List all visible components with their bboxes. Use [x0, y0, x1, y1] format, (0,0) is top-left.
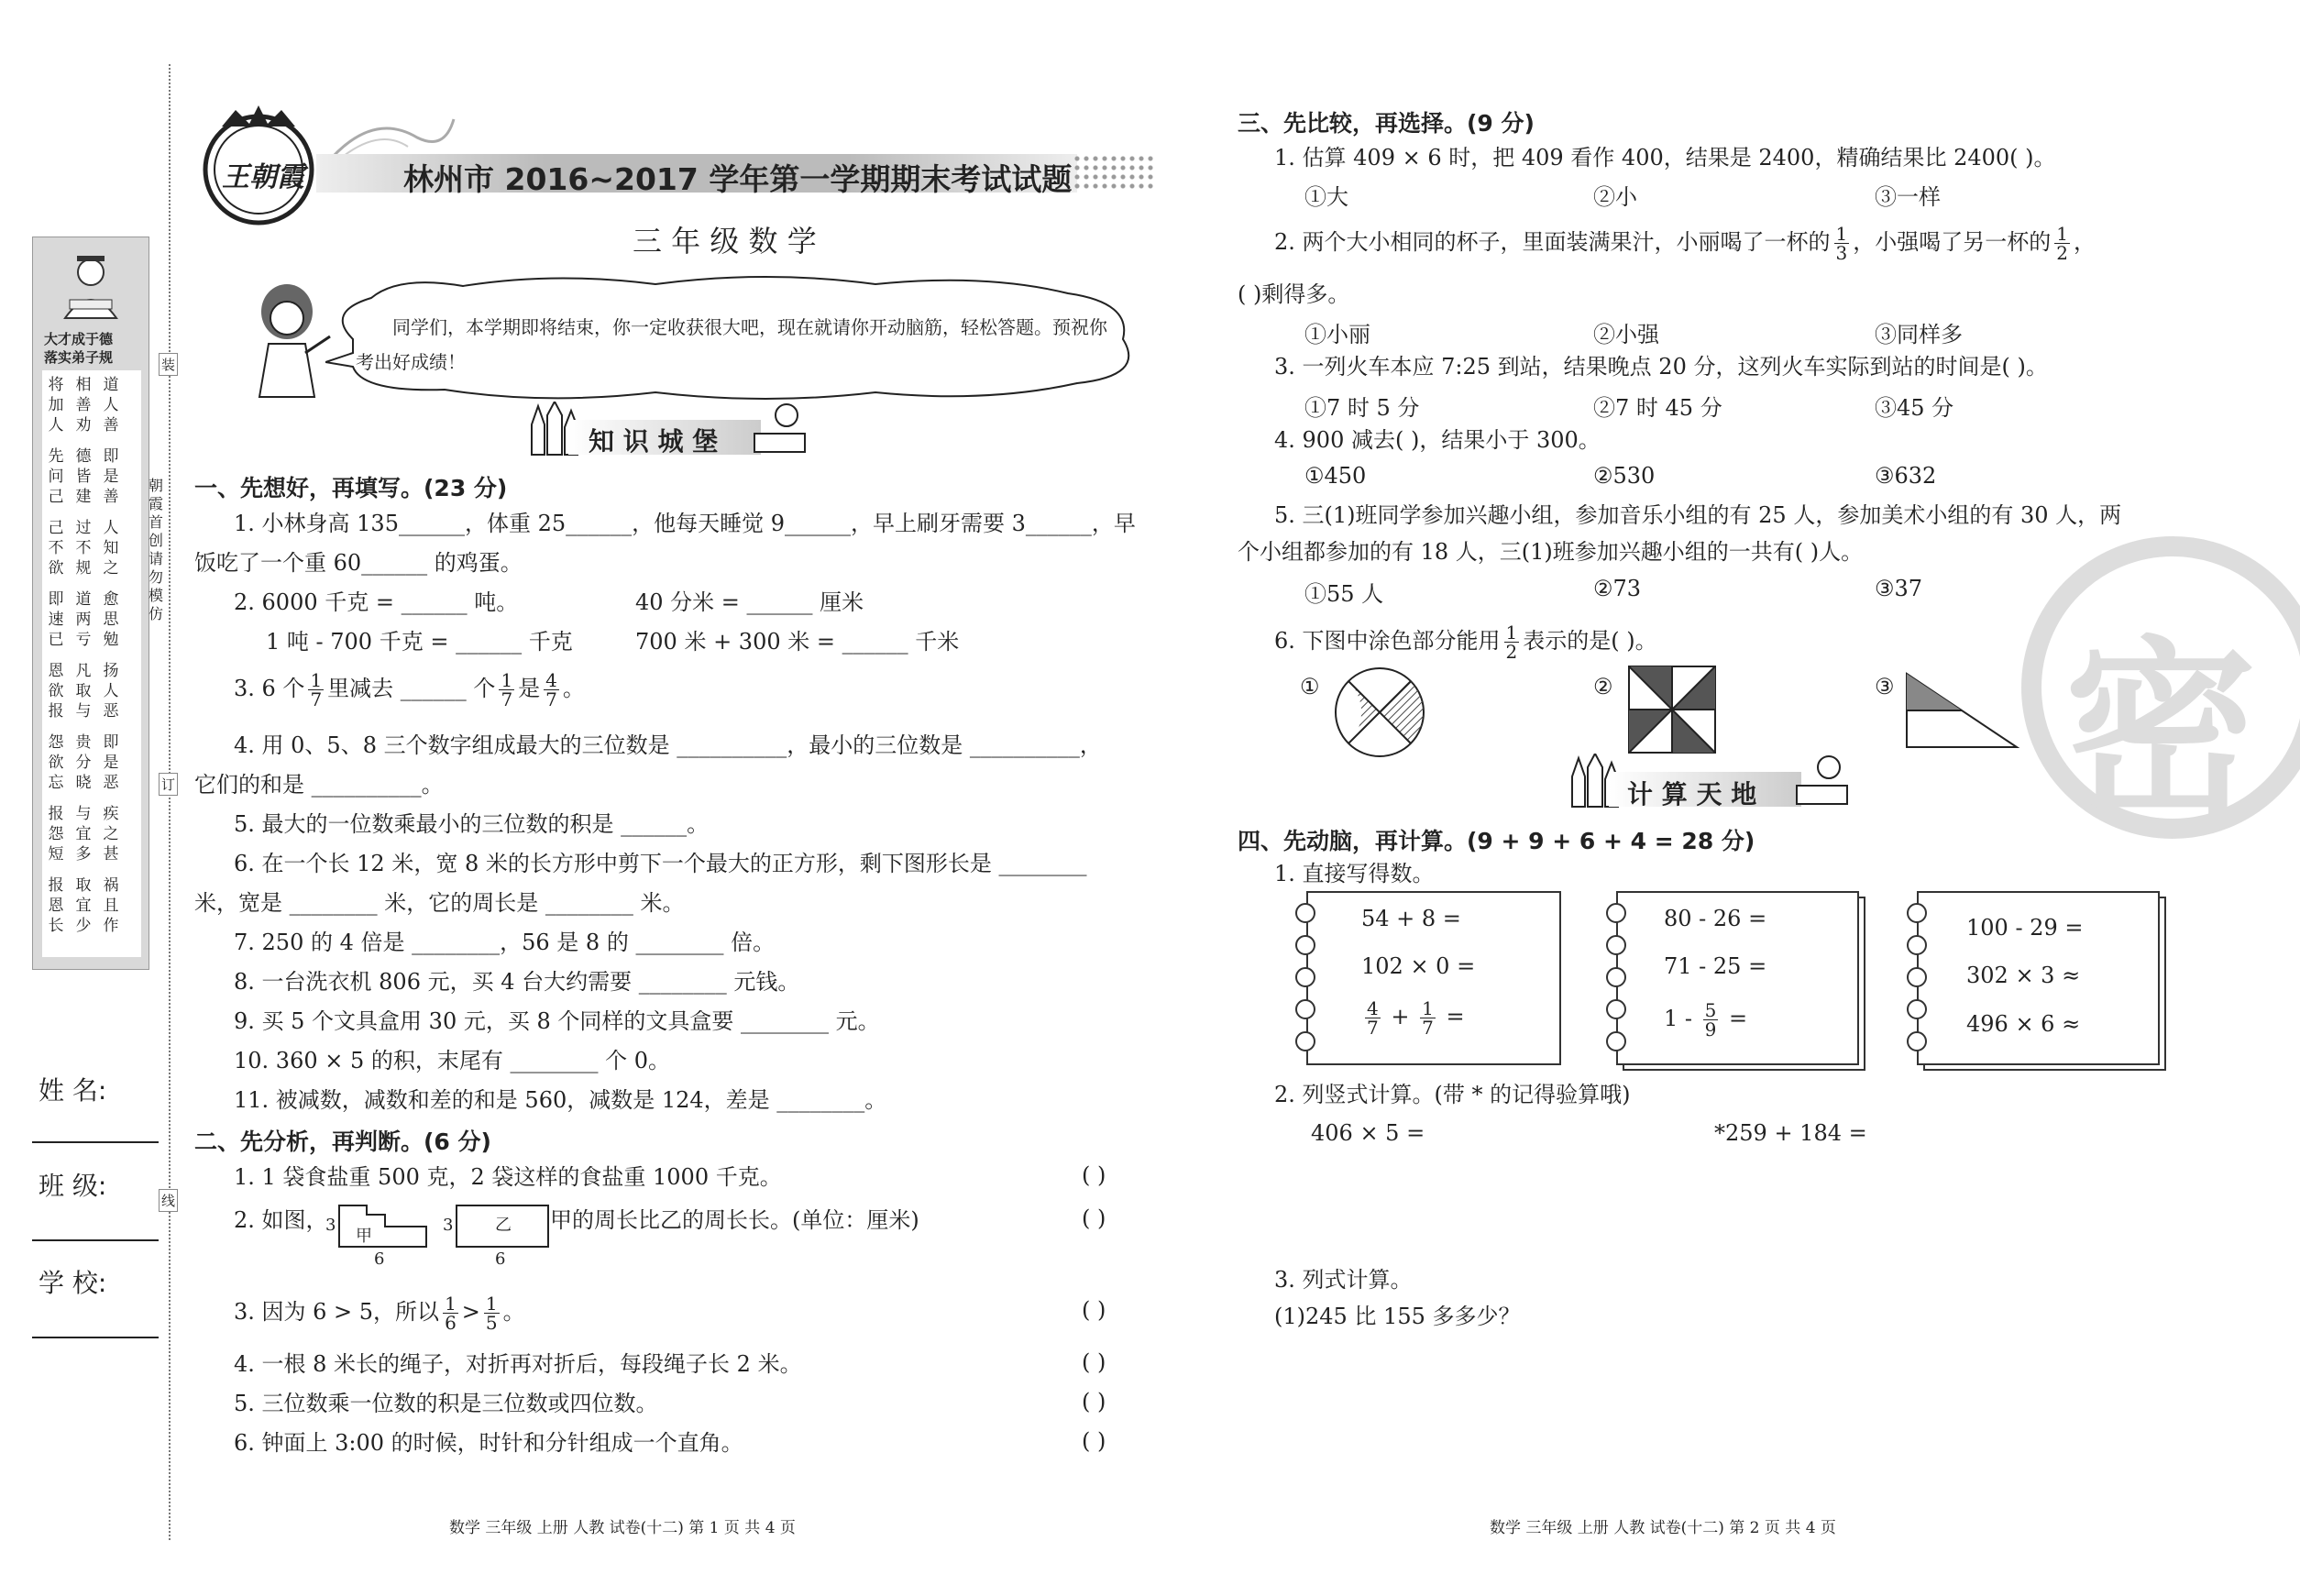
- scholar-illustration: [33, 245, 149, 327]
- q3-1-opt-c[interactable]: ③一样: [1875, 184, 1941, 210]
- name-label: 姓 名:: [39, 1075, 107, 1106]
- fraction: $\frac{1}{7}$: [501, 669, 513, 710]
- school-label: 学 校:: [39, 1268, 107, 1298]
- answer-paren[interactable]: ( ): [1082, 1205, 1106, 1231]
- page-title: 林州市 2016~2017 学年第一学期期末考试试题: [403, 161, 1073, 197]
- calc-item: 54 + 8 =: [1361, 906, 1461, 931]
- page-footer-right: 数学 三年级 上册 人教 试卷(十二) 第 2 页 共 4 页: [1490, 1519, 1836, 1537]
- motto-column: 扬人恶: [103, 662, 119, 721]
- answer-paren[interactable]: ( ): [1082, 1162, 1106, 1188]
- ring-icon: [1295, 999, 1315, 1019]
- q1-2d: 700 米 + 300 米 = ______ 千米: [635, 629, 960, 655]
- dotted-binding-line: [169, 64, 171, 1540]
- q3-4-opt-c[interactable]: ③632: [1875, 463, 1937, 489]
- q3-2b: ( )剩得多。: [1238, 281, 1350, 307]
- q3-1-opt-b[interactable]: ②小: [1593, 184, 1637, 210]
- q1-6: 6. 在一个长 12 米，宽 8 米的长方形中剪下一个最大的正方形，剩下图形长是 ________: [234, 851, 1087, 876]
- motto-box: [32, 237, 149, 970]
- binding-mark-3: 线: [159, 1189, 178, 1212]
- q3-3-opt-a[interactable]: ①7 时 5 分: [1304, 395, 1420, 421]
- q1-3-post: 是: [518, 676, 541, 701]
- ring-icon: [1606, 999, 1626, 1019]
- figure-jia-width: 6: [374, 1249, 385, 1269]
- reading-kid-icon-right: [1792, 754, 1856, 809]
- q3-5-opt-a[interactable]: ①55 人: [1304, 581, 1384, 607]
- section-1-title: 一、先想好，再填写。(23 分): [194, 475, 508, 501]
- q1-3-mid: 里减去 ______ 个: [327, 676, 496, 701]
- fraction: $\frac{1}{7}$: [1422, 997, 1434, 1039]
- q4-3: 3. 列式计算。: [1274, 1267, 1413, 1293]
- q4-1: 1. 直接写得数。: [1274, 861, 1435, 886]
- q3-6-label-3[interactable]: ③: [1875, 674, 1895, 699]
- fraction: $\frac{5}{9}$: [1704, 999, 1717, 1040]
- ring-icon: [1907, 1031, 1927, 1051]
- answer-paren[interactable]: ( ): [1082, 1349, 1106, 1375]
- q1-4: 4. 用 0、5、8 三个数字组成最大的三位数是 __________，最小的三位数是 __________，: [234, 732, 1102, 758]
- q1-7: 7. 250 的 4 倍是 ________，56 是 8 的 ________ 倍。: [234, 930, 776, 955]
- q3-5: 5. 三(1)班同学参加兴趣小组，参加音乐小组的有 25 人，参加美术小组的有 30 人，两: [1274, 502, 2122, 528]
- fraction: $\frac{1}{2}$: [2056, 223, 2068, 264]
- fraction: $\frac{1}{7}$: [310, 669, 323, 710]
- section-2-title: 二、先分析，再判断。(6 分): [194, 1128, 491, 1155]
- q4-3-1: (1)245 比 155 多多少？: [1274, 1304, 1521, 1329]
- q4-2b: *259 + 184 =: [1714, 1120, 1867, 1146]
- q3-1: 1. 估算 409 × 6 时，把 409 看作 400，结果是 2400，精确结果比 2400( )。: [1274, 145, 2056, 171]
- q3-3: 3. 一列火车本应 7:25 到站，结果晚点 20 分，这列火车实际到站的时间是( )。: [1274, 354, 2048, 380]
- q2-5: 5. 三位数乘一位数的积是三位数或四位数。: [234, 1391, 658, 1416]
- fraction: $\frac{4}{7}$: [545, 669, 557, 710]
- calc-item: 102 × 0 =: [1361, 953, 1476, 979]
- motto-column: 怨欲忘: [48, 733, 64, 792]
- q1-1b: 饭吃了一个重 60______ 的鸡蛋。: [194, 550, 523, 576]
- calc-item: 496 × 6 ≈: [1966, 1011, 2081, 1037]
- motto-top: 大才成于德: [44, 331, 114, 347]
- section-4-title: 四、先动脑，再计算。(9 + 9 + 6 + 4 = 28 分): [1238, 828, 1755, 854]
- q1-2c: 1 吨 - 700 千克 = ______ 千克: [266, 629, 573, 655]
- q1-4b: 它们的和是 __________。: [194, 772, 444, 798]
- q3-6: 6. 下图中涂色部分能用 $\frac{1}{2}$ 表示的是( )。: [1274, 622, 1657, 663]
- motto-column: 疾之甚: [103, 805, 119, 864]
- q3-5b: 个小组都参加的有 18 人，三(1)班参加兴趣小组的一共有( )人。: [1238, 539, 1864, 565]
- title-band-dots: [1073, 154, 1155, 193]
- binding-mark-2: 订: [159, 773, 178, 796]
- q3-2-opt-b[interactable]: ②小强: [1593, 322, 1659, 347]
- q3-2-opt-a[interactable]: ①小丽: [1304, 322, 1370, 347]
- q1-10: 10. 360 × 5 的积，末尾有 ________ 个 0。: [234, 1048, 671, 1073]
- figure-jia-height: 3: [325, 1216, 336, 1235]
- ring-icon: [1606, 935, 1626, 955]
- ring-icon: [1907, 967, 1927, 987]
- q3-4-opt-b[interactable]: ②530: [1593, 463, 1656, 489]
- q1-5: 5. 最大的一位数乘最小的三位数的积是 ______。: [234, 811, 710, 837]
- shaded-circle-figure: [1329, 662, 1430, 763]
- speech-text: 同学们，本学期即将结束，你一定收获很大吧，现在就请你开动脑筋，轻松答题。预祝你考出好成绩！: [356, 316, 1107, 373]
- motto-column: 祸且作: [103, 876, 119, 935]
- binding-mark-1: 装: [159, 353, 178, 376]
- q1-11: 11. 被减数，减数和差的和是 560，减数是 124，差是 ________。: [234, 1087, 887, 1113]
- q2-3: 3. 因为 6 > 5，所以 $\frac{1}{6}$ > $\frac{1}{5}$ 。: [234, 1293, 525, 1334]
- calc-item: 100 - 29 =: [1966, 915, 2084, 941]
- ring-icon: [1606, 903, 1626, 923]
- motto-column: 相善劝: [75, 376, 92, 435]
- motto-column: 贵分晓: [75, 733, 92, 792]
- q3-4: 4. 900 减去( )，结果小于 300。: [1274, 427, 1601, 453]
- q1-6b: 米，宽是 ________ 米，它的周长是 ________ 米。: [194, 890, 685, 916]
- q1-8: 8. 一台洗衣机 806 元，买 4 台大约需要 ________ 元钱。: [234, 969, 800, 995]
- motto-column: 道人善: [103, 376, 119, 435]
- fraction: $\frac{1}{6}$: [445, 1293, 457, 1334]
- ring-icon: [1907, 903, 1927, 923]
- vertical-note: 朝霞首创 请勿模仿: [149, 477, 164, 622]
- q3-2-opt-c[interactable]: ③同样多: [1875, 322, 1963, 347]
- q3-2: 2. 两个大小相同的杯子，里面装满果汁，小丽喝了一杯的 $\frac{1}{3}$ ，小强喝了另一杯的 $\frac{1}{2}$ ，: [1274, 223, 2096, 264]
- q3-3-opt-c[interactable]: ③45 分: [1875, 395, 1954, 421]
- motto-column: 恩欲报: [48, 662, 64, 721]
- q1-1: 1. 小林身高 135______，体重 25______，他每天睡觉 9______，早上刷牙需要 3______，早: [234, 511, 1136, 536]
- q4-2a: 406 × 5 =: [1311, 1120, 1425, 1146]
- q4-2: 2. 列竖式计算。(带 * 的记得验算哦): [1274, 1082, 1631, 1107]
- ring-icon: [1295, 1031, 1315, 1051]
- calc-item: $\frac{4}{7}$ + $\frac{1}{7}$ =: [1367, 997, 1465, 1039]
- q3-4-opt-a[interactable]: ①450: [1304, 463, 1367, 489]
- motto-column: 过不规: [75, 519, 92, 578]
- fraction: $\frac{1}{5}$: [485, 1293, 498, 1334]
- motto-column: 即是善: [103, 447, 119, 506]
- ring-icon: [1295, 967, 1315, 987]
- q2-2-post: 甲的周长比乙的周长长。(单位：厘米): [550, 1207, 919, 1233]
- q2-1: 1. 1 袋食盐重 500 克，2 袋这样的食盐重 1000 千克。: [234, 1164, 782, 1190]
- banner-left-title: 知 识 城 堡: [589, 426, 719, 457]
- calc-item: 80 - 26 =: [1664, 906, 1767, 931]
- ring-icon: [1606, 1031, 1626, 1051]
- figure-yi-height: 3: [443, 1216, 454, 1235]
- motto-column: 报恩长: [48, 876, 64, 935]
- motto-column: 己不欲: [48, 519, 64, 578]
- q1-3: 3. 6 个 $\frac{1}{7}$ 里减去 ______ 个 $\frac{1}{7}$ 是 $\frac{4}{7}$ 。: [234, 669, 585, 710]
- class-field[interactable]: [32, 1239, 159, 1241]
- motto-column: 即速已: [48, 590, 64, 649]
- figure-jia: [325, 1201, 435, 1256]
- ring-icon: [1606, 967, 1626, 987]
- q3-1-opt-a[interactable]: ①大: [1304, 184, 1348, 210]
- q3-3-opt-b[interactable]: ②7 时 45 分: [1593, 395, 1722, 421]
- logo-text: 王朝霞: [222, 161, 304, 193]
- calc-item: 1 - $\frac{5}{9}$ =: [1664, 999, 1748, 1040]
- motto-column: 凡取与: [75, 662, 92, 721]
- q1-3-pre: 3. 6 个: [234, 676, 305, 701]
- q2-2-pre: 2. 如图，: [234, 1207, 328, 1233]
- ring-icon: [1907, 935, 1927, 955]
- fraction: $\frac{1}{2}$: [1505, 622, 1518, 663]
- q3-6-label-2[interactable]: ②: [1593, 674, 1613, 699]
- q1-9: 9. 买 5 个文具盒用 30 元，买 8 个同样的文具盒要 ________ 元。: [234, 1008, 880, 1034]
- motto-bottom: 落实弟子规: [44, 349, 114, 366]
- figure-yi-width: 6: [495, 1249, 506, 1269]
- answer-paren[interactable]: ( ): [1082, 1389, 1106, 1414]
- class-label: 班 级:: [39, 1171, 107, 1201]
- motto-column: 报怨短: [48, 805, 64, 864]
- motto-column: 道两亏: [75, 590, 92, 649]
- school-field[interactable]: [32, 1337, 159, 1338]
- calc-item: 302 × 3 ≈: [1966, 963, 2081, 988]
- motto-column: 与宜多: [75, 805, 92, 864]
- figure-jia-label: 甲: [356, 1227, 372, 1246]
- teacher-illustration: [246, 280, 337, 399]
- page-footer-left: 数学 三年级 上册 人教 试卷(十二) 第 1 页 共 4 页: [449, 1519, 796, 1537]
- q2-4: 4. 一根 8 米长的绳子，对折再对折后，每段绳子长 2 米。: [234, 1351, 802, 1377]
- q3-6-label-1[interactable]: ①: [1300, 674, 1320, 699]
- motto-columns: [46, 375, 141, 952]
- shaded-triangle-figure: [1902, 669, 2021, 752]
- shaded-square-figure: [1627, 665, 1719, 756]
- ring-icon: [1295, 903, 1315, 923]
- page-subtitle: 三 年 级 数 学: [633, 224, 817, 259]
- reading-kid-icon: [750, 402, 814, 457]
- fraction: $\frac{4}{7}$: [1367, 997, 1379, 1039]
- motto-column: 愈思勉: [103, 590, 119, 649]
- section-3-title: 三、先比较，再选择。(9 分): [1238, 110, 1535, 137]
- calc-item: 71 - 25 =: [1664, 953, 1767, 979]
- motto-column: 将加人: [48, 376, 64, 435]
- answer-paren[interactable]: ( ): [1082, 1297, 1106, 1323]
- fraction: $\frac{1}{3}$: [1835, 223, 1848, 264]
- figure-yi-label: 乙: [495, 1216, 512, 1235]
- ring-icon: [1295, 935, 1315, 955]
- q3-5-opt-c[interactable]: ③37: [1875, 576, 1923, 601]
- motto-column: 先问己: [48, 447, 64, 506]
- motto-column: 即是恶: [103, 733, 119, 792]
- q3-5-opt-b[interactable]: ②73: [1593, 576, 1642, 601]
- motto-column: 德皆建: [75, 447, 92, 506]
- name-field[interactable]: [32, 1141, 159, 1143]
- ring-icon: [1907, 999, 1927, 1019]
- watermark-char: 密: [2064, 620, 2258, 844]
- motto-column: 人知之: [103, 519, 119, 578]
- q1-2a: 2. 6000 千克 = ______ 吨。: [234, 589, 519, 615]
- banner-right-title: 计 算 天 地: [1627, 779, 1757, 809]
- q1-2b: 40 分米 = ______ 厘米: [635, 589, 864, 615]
- answer-paren[interactable]: ( ): [1082, 1428, 1106, 1454]
- motto-column: 取宜少: [75, 876, 92, 935]
- q2-6: 6. 钟面上 3:00 的时候，时针和分针组成一个直角。: [234, 1430, 743, 1456]
